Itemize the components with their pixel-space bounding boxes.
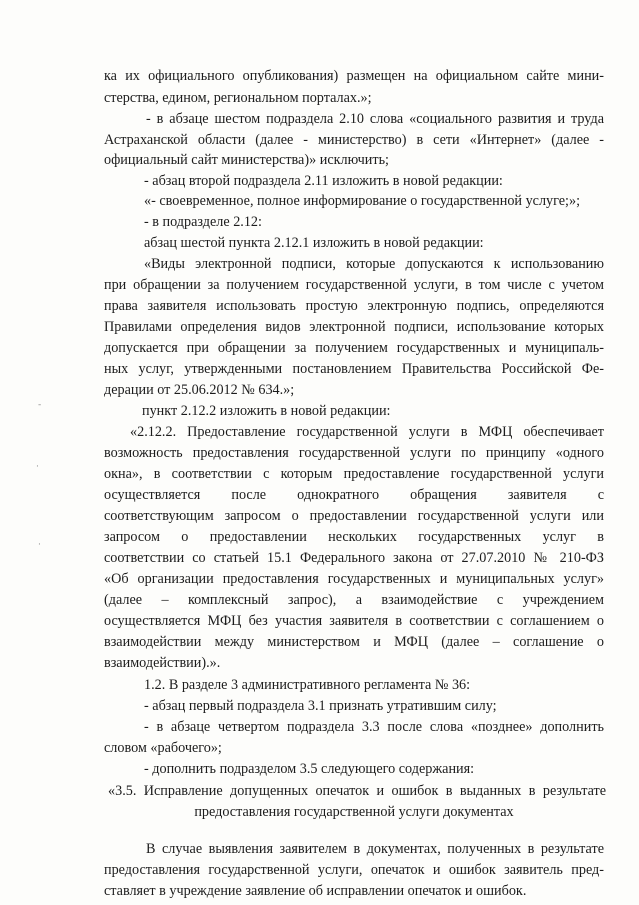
text-line: - в подразделе 2.12: xyxy=(144,214,262,230)
text-line: возможность предоставления государственной услуги по принципу «одного xyxy=(104,445,604,461)
scan-speck: · xyxy=(38,540,41,550)
text-line: допускается при обращении за получением государственных и муниципаль- xyxy=(104,340,604,356)
text-line: дерации от 25.06.2012 № 634.»; xyxy=(104,382,295,398)
text-line: Астраханской области (далее - министерство) в сети «Интернет» (далее - xyxy=(104,132,604,148)
text-line: ных услуг, утвержденными постановлением Правительства Российской Фе- xyxy=(104,361,604,377)
text-line: В случае выявления заявителем в документах, полученных в результате xyxy=(146,841,604,857)
text-line: - дополнить подразделом 3.5 следующего содержания: xyxy=(144,761,475,777)
text-line: «Виды электронной подписи, которые допускаются к использованию xyxy=(144,256,604,272)
text-line: права заявителя использовать простую электронную подпись, определяются xyxy=(104,298,604,314)
text-line: Правилами определения видов электронной подписи, использование которых xyxy=(104,319,604,335)
section-heading-line: предоставления государственной услуги документах xyxy=(194,804,514,820)
text-line: «Об организации предоставления государственных и муниципальных услуг» xyxy=(104,571,604,587)
text-line: взаимодействии между министерством и МФЦ (далее – соглашение о xyxy=(104,634,604,650)
text-line: взаимодействии).». xyxy=(104,655,221,671)
scan-speck: - xyxy=(38,400,42,410)
section-heading-line: «3.5. Исправление допущенных опечаток и ошибок в выданных в результате xyxy=(108,783,606,799)
text-line: при обращении за получением государственной услуги, в том числе с учетом xyxy=(104,277,604,293)
text-line: осуществляется МФЦ без участия заявителя в соответствии с соглашением о xyxy=(104,613,604,629)
text-line: ка их официального опубликования) размещен на официальном сайте мини- xyxy=(104,68,604,84)
text-line: соответствии со статьей 15.1 Федерального закона от 27.07.2010 № 210-ФЗ xyxy=(104,550,604,566)
text-line: - абзац первый подраздела 3.1 признать утратившим силу; xyxy=(144,698,497,714)
scan-speck: · xyxy=(36,462,39,472)
text-line: (далее – комплексный запрос), а взаимодействие с учреждением xyxy=(104,592,604,608)
text-line: предоставления государственной услуги, опечаток и ошибок заявитель пред- xyxy=(104,862,604,878)
text-line: осуществляется после однократного обращения заявителя с xyxy=(104,487,604,503)
text-line: словом «рабочего»; xyxy=(104,740,222,756)
text-line: запросом о предоставлении нескольких государственных услуг в xyxy=(104,529,604,545)
text-line: 1.2. В разделе 3 административного регламента № 36: xyxy=(144,677,471,693)
text-line: - в абзаце шестом подраздела 2.10 слова «социального развития и труда xyxy=(146,111,604,127)
text-line: - абзац второй подраздела 2.11 изложить в новой редакции: xyxy=(144,173,503,189)
text-line: ставляет в учреждение заявление об исправлении опечаток и ошибок. xyxy=(104,883,527,899)
text-line: официальный сайт министерства)» исключить; xyxy=(104,152,389,168)
text-line: - в абзаце четвертом подраздела 3.3 после слова «позднее» дополнить xyxy=(144,719,604,735)
text-line: окна», в соответствии с которым предоставление государственной услуги xyxy=(104,466,604,482)
text-line: «- своевременное, полное информирование о государственной услуге;»; xyxy=(144,193,581,209)
text-line: абзац шестой пункта 2.12.1 изложить в новой редакции: xyxy=(144,235,484,251)
text-line: стерства, едином, региональном порталах.»; xyxy=(104,90,372,106)
text-line: «2.12.2. Предоставление государственной услуги в МФЦ обеспечивает xyxy=(130,424,604,440)
text-line: пункт 2.12.2 изложить в новой редакции: xyxy=(142,403,391,419)
text-line: соответствующим запросом о предоставлении государственной услуги или xyxy=(104,508,604,524)
